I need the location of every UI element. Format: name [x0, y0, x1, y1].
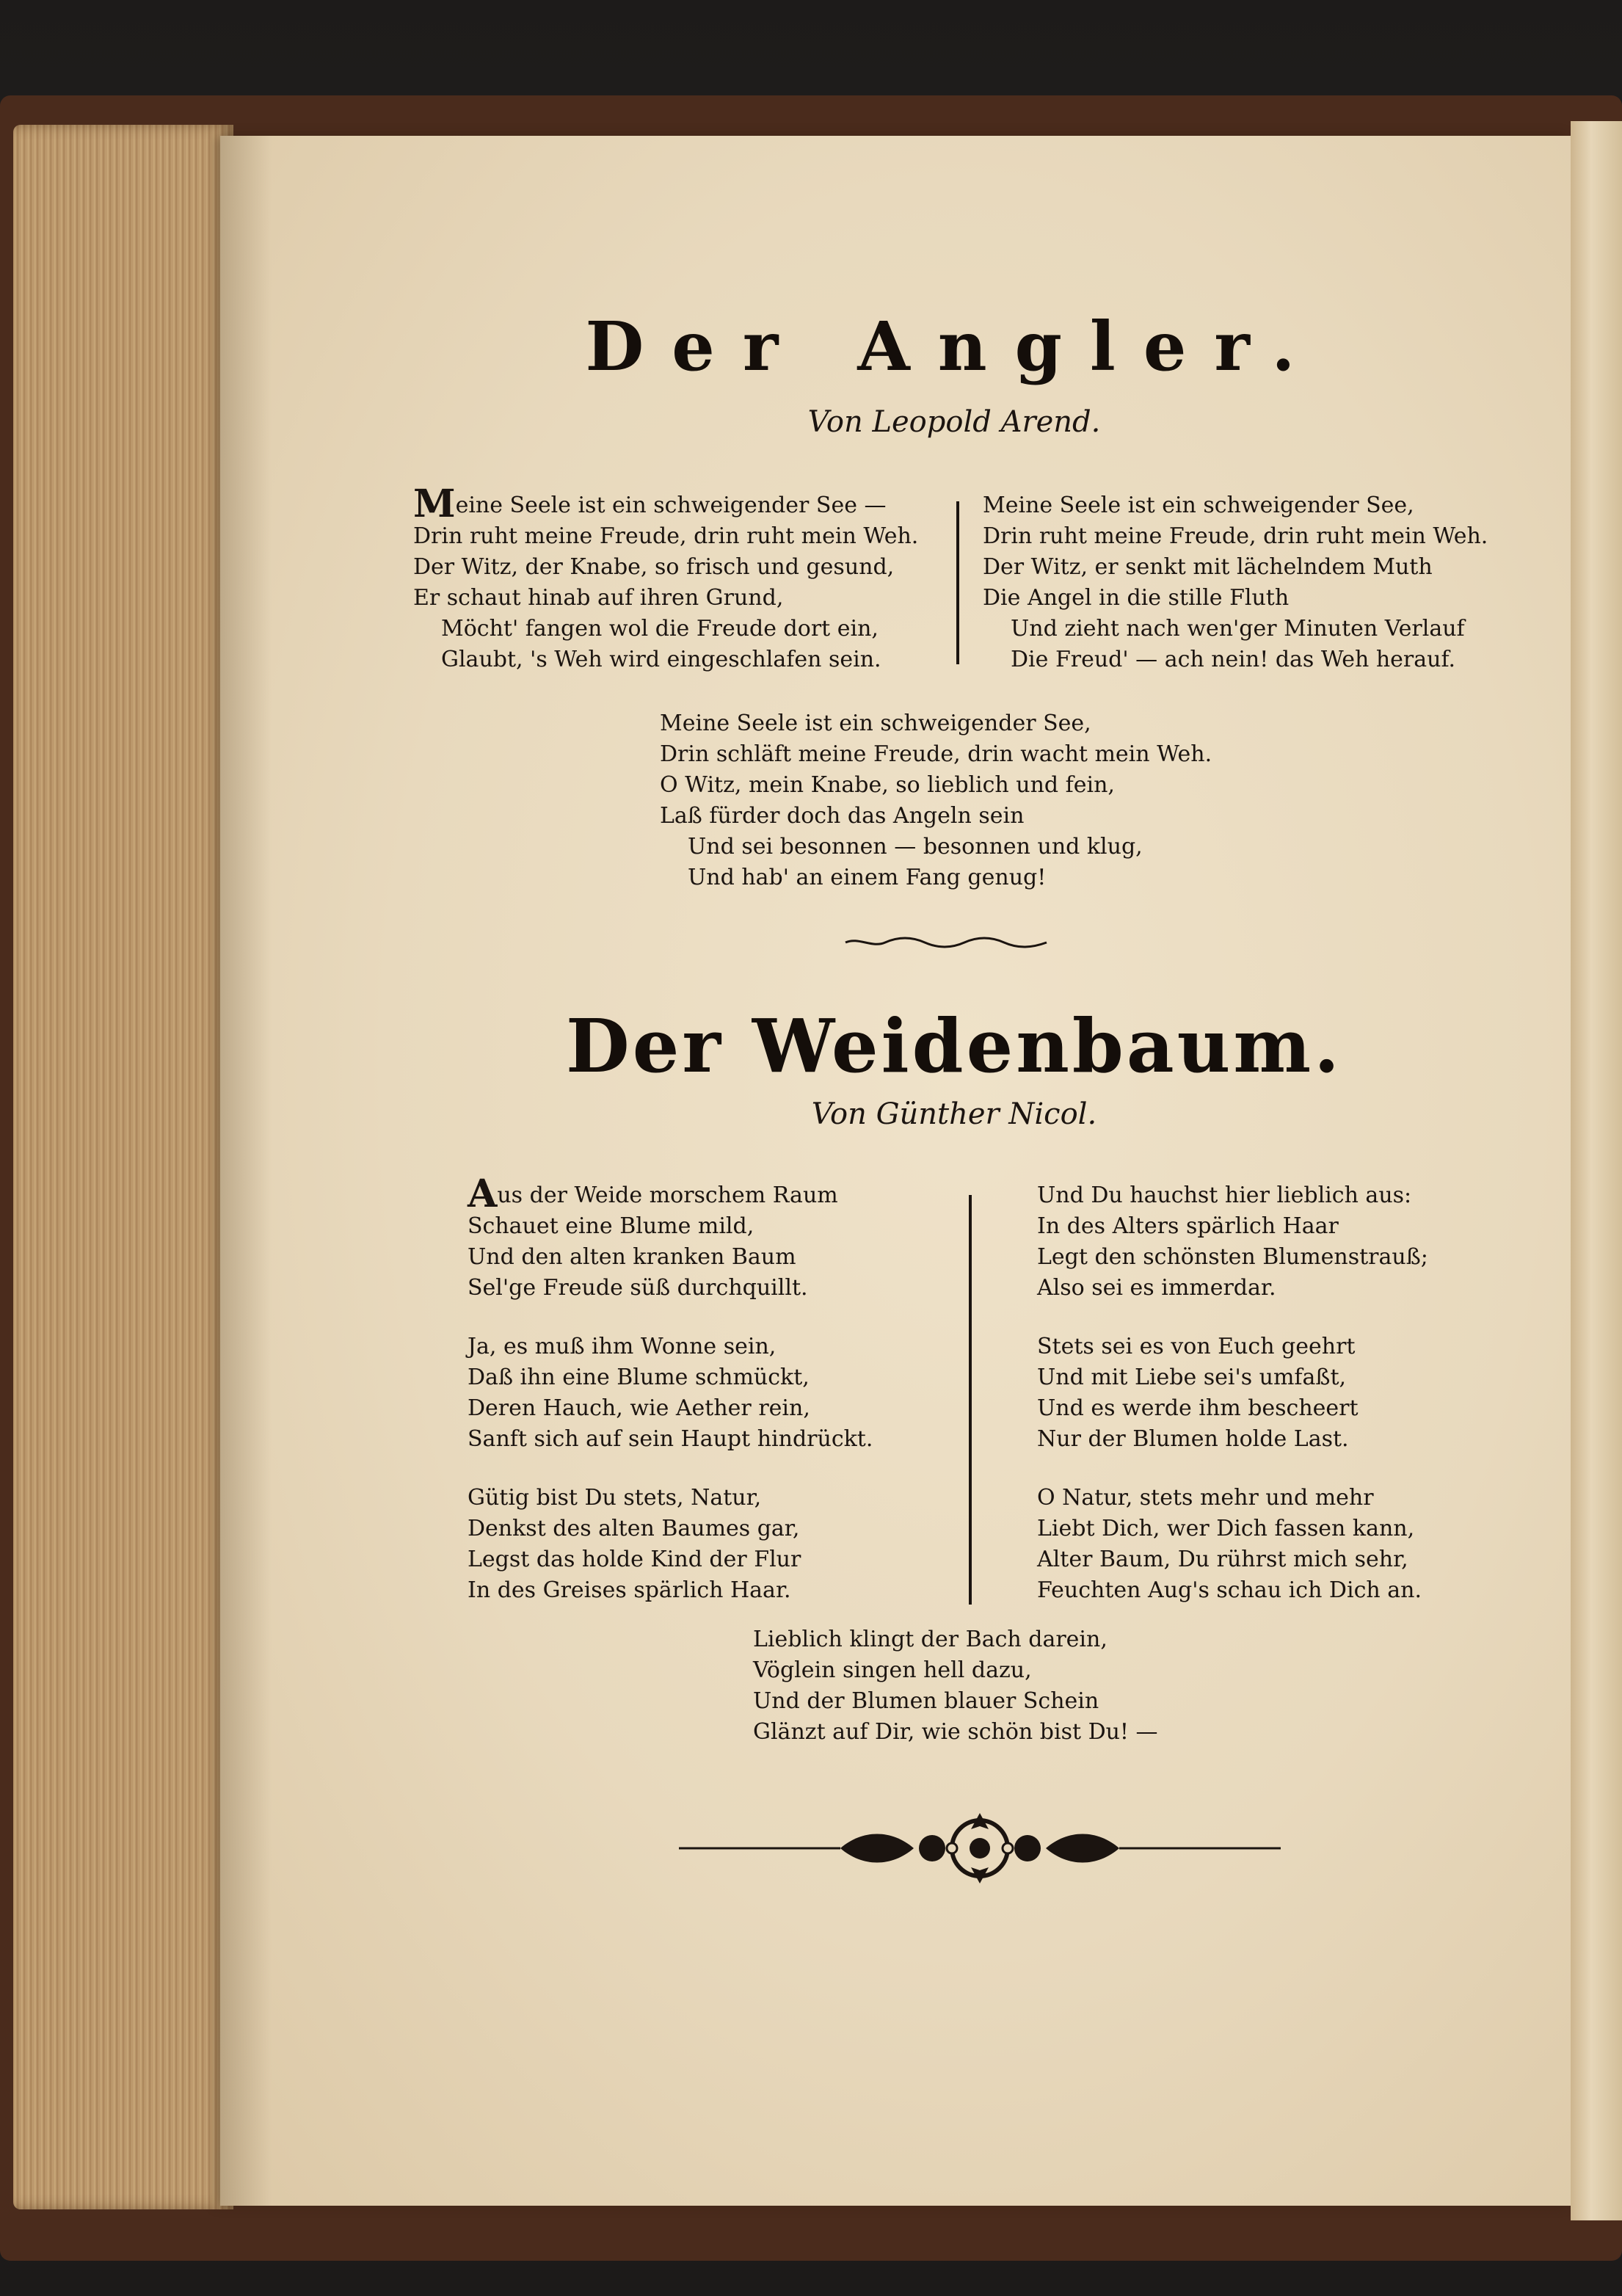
- poem-line: [468, 1332, 873, 1362]
- poem-line-text: Drin ruht meine Freude, drin ruht mein Weh.: [983, 523, 1488, 549]
- poem-line: [660, 739, 1212, 770]
- poem-line: [413, 583, 918, 614]
- poem-line-text: Laß fürder doch das Angeln sein: [660, 803, 1025, 829]
- poem-line-text: Und hab' an einem Fang genug!: [688, 865, 1047, 890]
- poem-line-text: Die Angel in die stille Fluth: [983, 585, 1290, 611]
- poem-line: [468, 1483, 873, 1514]
- stanza: [1037, 1180, 1428, 1304]
- wave-divider: [844, 934, 1050, 951]
- poem-line: [1037, 1424, 1428, 1455]
- poem-line: [1037, 1273, 1428, 1304]
- facing-page-edge: [1571, 121, 1622, 2220]
- poem-line-text: Glaubt, 's Weh wird eingeschlafen sein.: [441, 647, 881, 672]
- poem-line-text: Und es werde ihm bescheert: [1037, 1395, 1359, 1421]
- poem-line-text: Und den alten kranken Baum: [468, 1244, 796, 1270]
- column-rule: [969, 1195, 972, 1605]
- poem-line-text: Glänzt auf Dir, wie schön bist Du! —: [753, 1719, 1158, 1745]
- poem-line: [1037, 1180, 1428, 1211]
- poem-line-text: Feuchten Aug's schau ich Dich an.: [1037, 1577, 1422, 1603]
- poem-line: [660, 770, 1212, 801]
- poem1-right-stanza: [983, 490, 1488, 675]
- poem-line: [413, 482, 918, 526]
- page: [220, 136, 1571, 2206]
- poem-line: [413, 552, 918, 583]
- poem-line-text: Legst das holde Kind der Flur: [468, 1547, 801, 1572]
- poem-line: [983, 614, 1488, 644]
- poem-line: [1037, 1242, 1428, 1273]
- poem-line: [660, 862, 1212, 893]
- poem-line-text: Und mit Liebe sei's umfaßt,: [1037, 1365, 1347, 1390]
- poem-line: [1037, 1483, 1428, 1514]
- poem-line-text: Daß ihn eine Blume schmückt,: [468, 1365, 810, 1390]
- poem-line-text: Legt den schönsten Blumenstrauß;: [1037, 1244, 1428, 1270]
- poem-line-text: In des Alters spärlich Haar: [1037, 1213, 1339, 1239]
- poem-line-text: Meine Seele ist ein schweigender See,: [660, 711, 1091, 736]
- poem-line: [1037, 1362, 1428, 1393]
- poem-line-text: Nur der Blumen holde Last.: [1037, 1426, 1349, 1452]
- poem-line: [1037, 1393, 1428, 1424]
- poem-line-text: eine Seele ist ein schweigender See —: [455, 493, 887, 518]
- poem-line-text: Gütig bist Du stets, Natur,: [468, 1485, 762, 1511]
- poem-line: [983, 583, 1488, 614]
- poem-line-text: Die Freud' — ach nein! das Weh herauf.: [1011, 647, 1456, 672]
- poem-line: [983, 490, 1488, 521]
- poem-line-text: Alter Baum, Du rührst mich sehr,: [1037, 1547, 1408, 1572]
- poem-line: [660, 708, 1212, 739]
- poem-line-text: Der Witz, der Knabe, so frisch und gesund,: [413, 554, 895, 580]
- poem-line-text: Meine Seele ist ein schweigender See,: [983, 493, 1414, 518]
- column-rule: [956, 501, 959, 664]
- poem-line-text: Möcht' fangen wol die Freude dort ein,: [441, 616, 879, 642]
- poem-line-text: O Witz, mein Knabe, so lieblich und fein,: [660, 772, 1115, 798]
- tail-ornament: [679, 1807, 1281, 1888]
- drop-cap: M: [413, 482, 456, 526]
- poem-line: [1037, 1575, 1428, 1606]
- page-stack-edges: [13, 125, 233, 2209]
- poem-line: [468, 1514, 873, 1544]
- page-gutter-shadow: [220, 136, 272, 2206]
- poem2-left-column: [468, 1171, 873, 1606]
- poem-line: [468, 1273, 873, 1304]
- poem-line: [983, 521, 1488, 552]
- poem-line-text: Drin schläft meine Freude, drin wacht mein Weh.: [660, 741, 1212, 767]
- poem2-final-stanza: [753, 1624, 1158, 1748]
- poem-line-text: Ja, es muß ihm Wonne sein,: [468, 1334, 777, 1359]
- poem-line: [468, 1393, 873, 1424]
- poem-line-text: Vöglein singen hell dazu,: [753, 1657, 1032, 1683]
- poem-line: [660, 801, 1212, 832]
- poem-line: [660, 832, 1212, 862]
- stanza: [468, 1483, 873, 1606]
- poem-line: [1037, 1211, 1428, 1242]
- poem-line: [468, 1242, 873, 1273]
- poem-line-text: Also sei es immerdar.: [1037, 1275, 1276, 1301]
- poem1-final-stanza: [660, 708, 1212, 893]
- poem-line: [468, 1171, 873, 1216]
- poem2-right-column: [1037, 1180, 1428, 1606]
- poem2-byline: Von Günther Nicol.: [811, 1097, 1097, 1131]
- poem-line-text: In des Greises spärlich Haar.: [468, 1577, 791, 1603]
- poem-line: [983, 644, 1488, 675]
- poem-line: [413, 644, 918, 675]
- poem-line: [1037, 1514, 1428, 1544]
- poem-line-text: Liebt Dich, wer Dich fassen kann,: [1037, 1516, 1415, 1541]
- poem-line-text: Sanft sich auf sein Haupt hindrückt.: [468, 1426, 873, 1452]
- poem-line: [468, 1362, 873, 1393]
- poem-line: [753, 1624, 1158, 1655]
- poem-line: [468, 1211, 873, 1242]
- poem2-title: Der Weidenbaum.: [566, 1003, 1342, 1089]
- poem-line: [983, 552, 1488, 583]
- poem-line: [468, 1544, 873, 1575]
- poem-line: [468, 1424, 873, 1455]
- poem-line: [753, 1717, 1158, 1748]
- poem-line-text: Der Witz, er senkt mit lächelndem Muth: [983, 554, 1433, 580]
- poem-line-text: Sel'ge Freude süß durchquillt.: [468, 1275, 808, 1301]
- poem-line-text: Drin ruht meine Freude, drin ruht mein Weh.: [413, 523, 919, 549]
- poem-line-text: Und Du hauchst hier lieblich aus:: [1037, 1182, 1412, 1208]
- poem-line: [413, 521, 918, 552]
- poem-line-text: O Natur, stets mehr und mehr: [1037, 1485, 1374, 1511]
- poem-line-text: us der Weide morschem Raum: [497, 1182, 838, 1208]
- stanza: [468, 1171, 873, 1304]
- poem-line-text: Und sei besonnen — besonnen und klug,: [688, 834, 1143, 860]
- poem-line-text: Und der Blumen blauer Schein: [753, 1688, 1099, 1714]
- poem-line-text: Schauet eine Blume mild,: [468, 1213, 754, 1239]
- poem-line: [1037, 1544, 1428, 1575]
- stanza: [468, 1332, 873, 1455]
- poem-line-text: Deren Hauch, wie Aether rein,: [468, 1395, 810, 1421]
- poem-line: [753, 1686, 1158, 1717]
- poem-line: [753, 1655, 1158, 1686]
- poem-line: [1037, 1332, 1428, 1362]
- poem-line-text: Stets sei es von Euch geehrt: [1037, 1334, 1356, 1359]
- poem-line: [468, 1575, 873, 1606]
- poem-line-text: Lieblich klingt der Bach darein,: [753, 1627, 1108, 1652]
- poem1-title: Der Angler.: [585, 307, 1323, 386]
- poem-line: [413, 614, 918, 644]
- poem1-left-stanza: [413, 482, 919, 675]
- stanza: [1037, 1483, 1428, 1606]
- poem-line-text: Er schaut hinab auf ihren Grund,: [413, 585, 784, 611]
- drop-cap: A: [468, 1171, 498, 1216]
- poem-line-text: Denkst des alten Baumes gar,: [468, 1516, 800, 1541]
- stanza: [1037, 1332, 1428, 1455]
- poem-line-text: Und zieht nach wen'ger Minuten Verlauf: [1011, 616, 1465, 642]
- poem1-byline: Von Leopold Arend.: [807, 405, 1101, 439]
